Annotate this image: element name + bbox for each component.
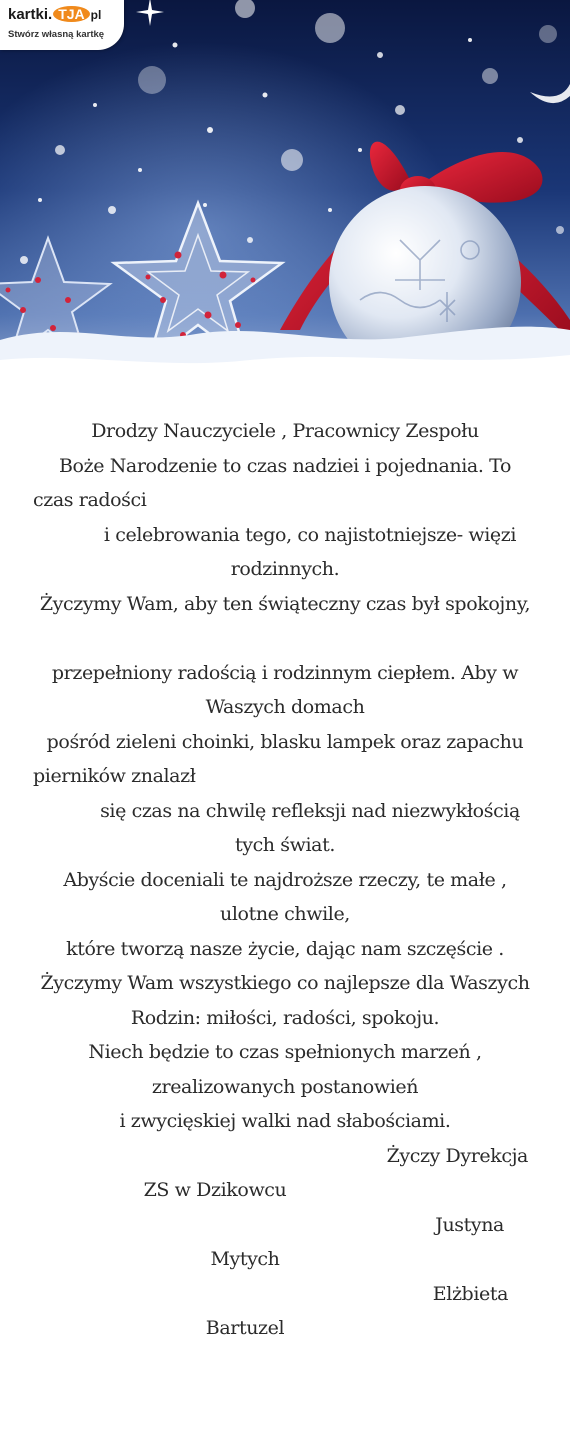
logo-brand-text: kartki. TJA pl <box>8 6 102 23</box>
greeting-line: Niech będzie to czas spełnionych marzeń , <box>88 1041 482 1063</box>
greeting-line: które tworzą nasze życie, dając nam szczęście . <box>66 937 504 960</box>
greeting-line: czas radości <box>33 489 147 511</box>
signature-line: Mytych <box>210 1248 280 1270</box>
greeting-line: ulotne chwile, <box>220 903 350 925</box>
kartki-logo[interactable] <box>0 0 124 50</box>
greeting-line: rodzinnych. <box>230 558 340 580</box>
greeting-line: Drodzy Nauczyciele , Pracownicy Zespołu <box>91 420 479 442</box>
greeting-line: Waszych domach <box>205 696 365 718</box>
greeting-line: Życzymy Wam wszystkiego co najlepsze dla Waszych <box>40 972 530 994</box>
signature-line: ZS w Dzikowcu <box>143 1179 287 1201</box>
greeting-line: i celebrowania tego, co najistotniejsze- więzi <box>103 523 517 546</box>
greeting-line: i zwycięskiej walki nad słabościami. <box>119 1110 451 1132</box>
blank-line <box>0 621 570 656</box>
greeting-line: pośród zieleni choinki, blasku lampek oraz zapachu <box>46 730 524 753</box>
logo-speech-bubble-icon: TJA <box>53 6 89 22</box>
greeting-line: Boże Narodzenie to czas nadziei i pojednania. To <box>59 454 511 477</box>
greeting-line: przepełniony radością i rodzinnym ciepłem. Aby w <box>51 661 519 684</box>
greeting-line: Abyście doceniali te najdroższe rzeczy, te małe , <box>63 868 507 891</box>
logo-tagline: Stwórz własną kartkę <box>8 29 105 40</box>
christmas-scene-image <box>0 0 570 420</box>
signature-line: Życzy Dyrekcja <box>386 1144 528 1167</box>
signature-line: Justyna <box>435 1213 504 1236</box>
signature-line: Elżbieta <box>432 1282 508 1305</box>
greeting-message <box>0 414 570 1346</box>
greeting-line: zrealizowanych postanowień <box>151 1075 419 1098</box>
greeting-line: Rodzin: miłości, radości, spokoju. <box>130 1006 440 1029</box>
greeting-line: Życzymy Wam, aby ten świąteczny czas był spokojny, <box>39 592 531 615</box>
greeting-line: się czas na chwilę refleksji nad niezwykłością <box>100 799 520 822</box>
greeting-line: tych świat. <box>235 834 335 856</box>
signature-line: Bartuzel <box>205 1317 285 1339</box>
greeting-line: pierników znalazł <box>33 765 196 787</box>
